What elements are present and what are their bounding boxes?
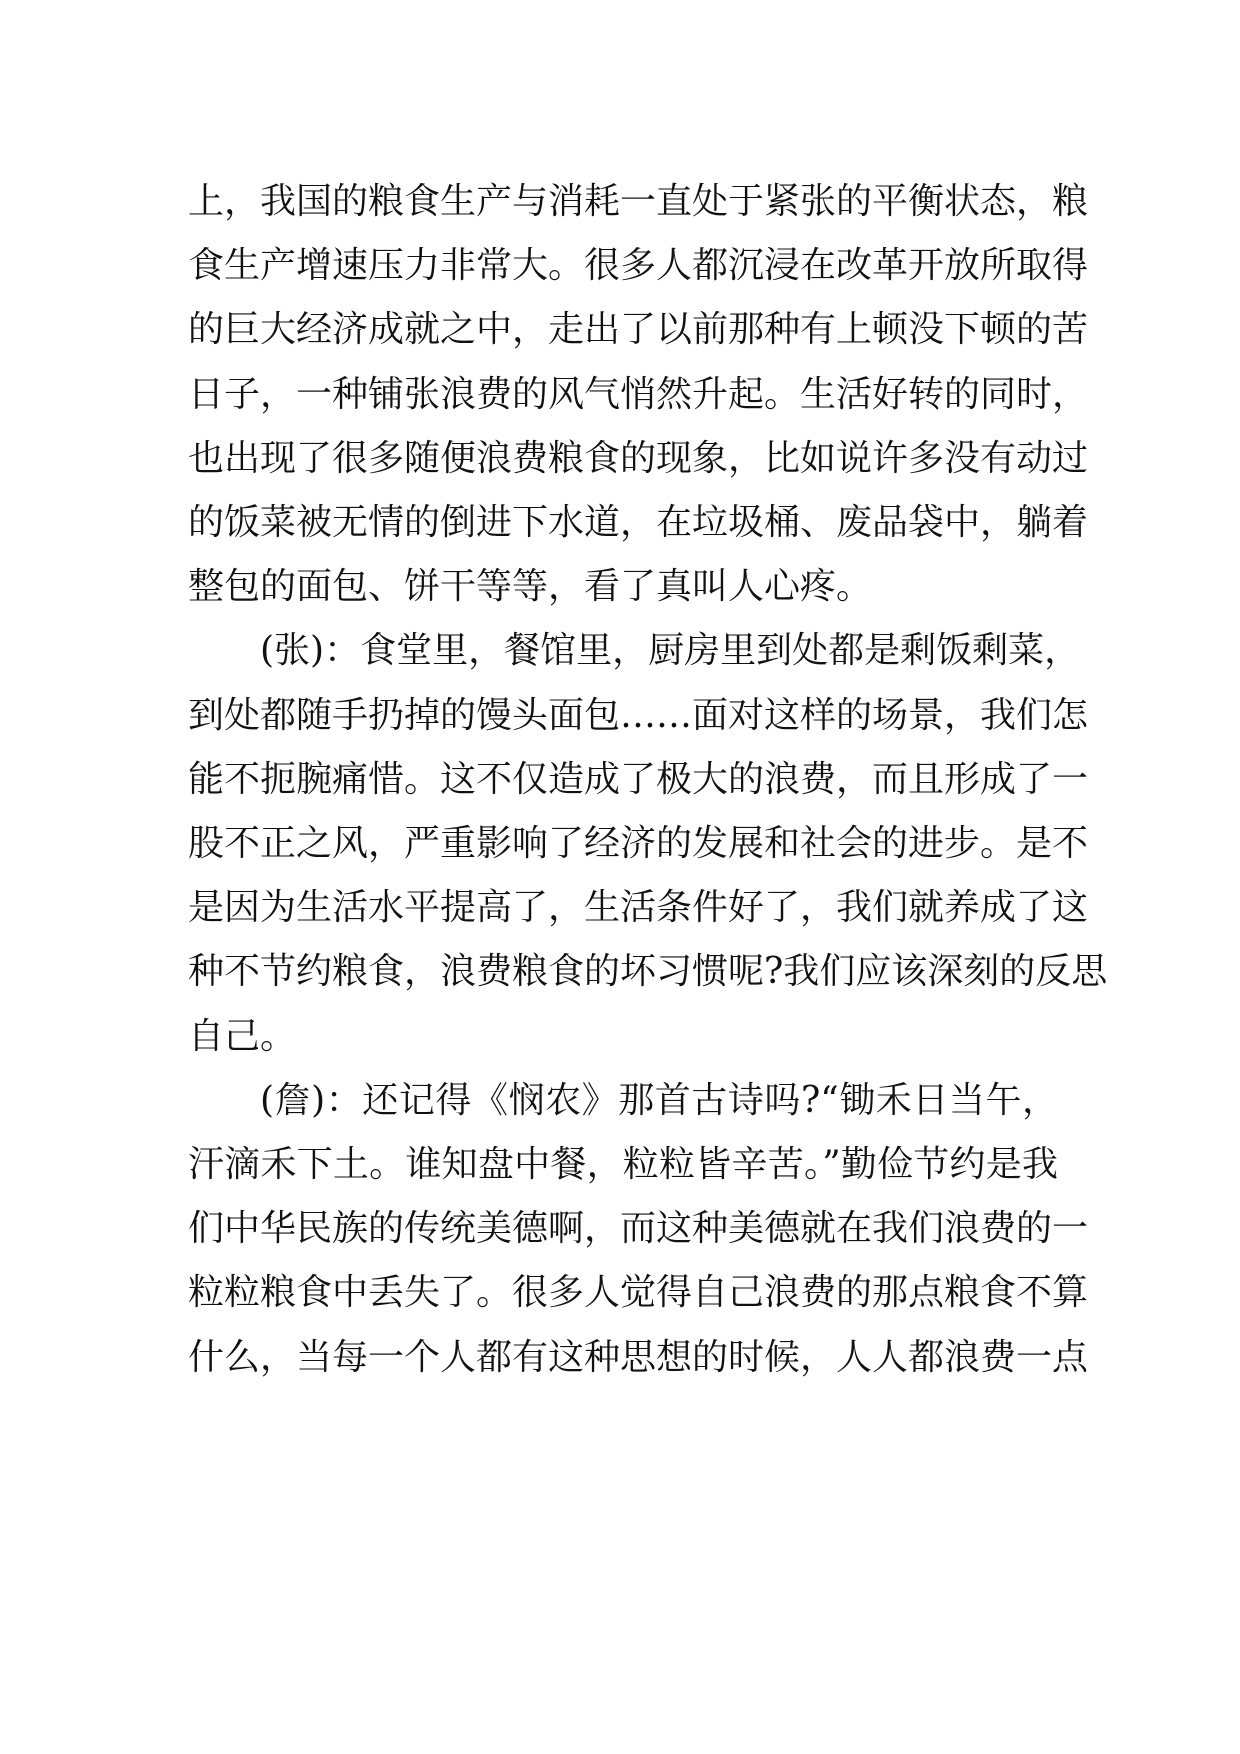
text-line: 粒粒粮食中丢失了。很多人觉得自己浪费的那点粮食不算 <box>188 1272 1089 1314</box>
text-line: 种不节约粮食，浪费粮食的坏习惯呢?我们应该深刻的反思 <box>188 951 1108 993</box>
text-line: 能不扼腕痛惜。这不仅造成了极大的浪费，而且形成了一 <box>188 758 1089 800</box>
text-line: 什么，当每一个人都有这种思想的时候，人人都浪费一点 <box>188 1336 1089 1378</box>
document-page <box>188 170 1108 1390</box>
text-line: 日子，一种铺张浪费的风气悄然升起。生活好转的同时， <box>188 373 1089 415</box>
text-line: 到处都随手扔掉的馒头面包……面对这样的场景，我们怎 <box>188 694 1089 736</box>
text-line: 自己。 <box>188 1015 297 1057</box>
text-line: 们中华民族的传统美德啊，而这种美德就在我们浪费的一 <box>188 1208 1089 1250</box>
text-line: (詹)：还记得《悯农》那首古诗吗?“锄禾日当午， <box>260 1079 1058 1121</box>
text-line: 上，我国的粮食生产与消耗一直处于紧张的平衡状态，粮 <box>188 181 1089 222</box>
text-line: (张)：食堂里，餐馆里，厨房里到处都是剩饭剩菜， <box>260 630 1081 672</box>
paragraph-1 <box>188 170 1089 619</box>
text-line: 汗滴禾下土。谁知盘中餐，粒粒皆辛苦。”勤俭节约是我 <box>188 1144 1058 1186</box>
text-line: 的巨大经济成就之中，走出了以前那种有上顿没下顿的苦 <box>188 309 1089 351</box>
text-line: 是因为生活水平提高了，生活条件好了，我们就养成了这 <box>188 887 1089 929</box>
text-line: 也出现了很多随便浪费粮食的现象，比如说许多没有动过 <box>188 437 1089 479</box>
text-line: 的饭菜被无情的倒进下水道，在垃圾桶、废品袋中，躺着 <box>188 502 1089 544</box>
text-line: 食生产增速压力非常大。很多人都沉浸在改革开放所取得 <box>188 245 1089 287</box>
text-line: 整包的面包、饼干等等，看了真叫人心疼。 <box>188 566 873 608</box>
paragraph-2 <box>188 619 1108 1068</box>
text-line: 股不正之风，严重影响了经济的发展和社会的进步。是不 <box>188 823 1089 865</box>
paragraph-3 <box>188 1069 1089 1390</box>
